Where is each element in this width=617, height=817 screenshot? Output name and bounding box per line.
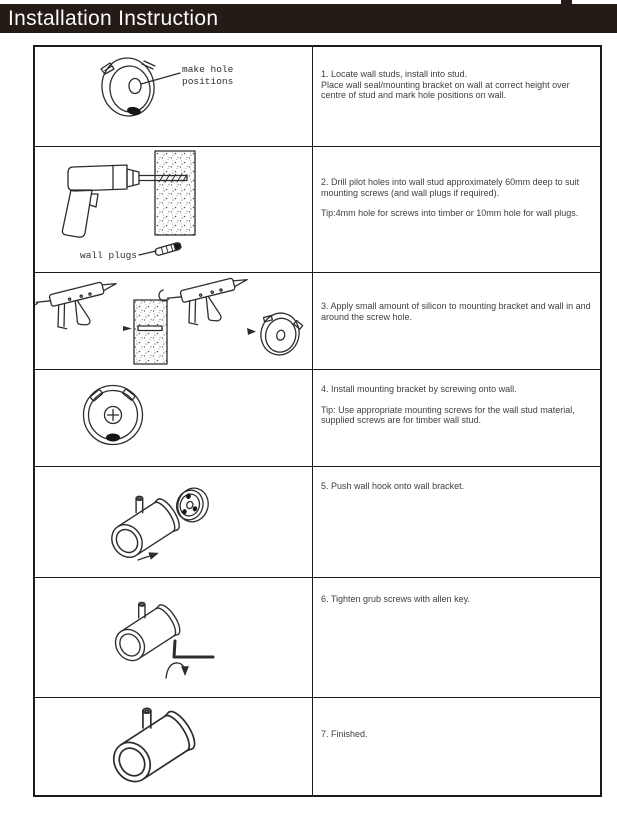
label-make-hole-positions-line1: make hole [182, 64, 234, 75]
step-7-illustration-cell [35, 698, 313, 795]
step-5-illustration-cell [35, 467, 313, 577]
step-row-4 [35, 369, 600, 466]
step-5-text: 5. Push wall hook onto wall bracket. [321, 481, 465, 491]
step-1-text-line2: Place wall seal/mounting bracket on wall at correct height over centre of stud and mark hole positions on wall. [321, 79, 570, 101]
step-1-text-line1: 1. Locate wall studs, install into stud. [321, 69, 468, 79]
step-row-7 [35, 697, 600, 795]
step-4-illustration-cell [35, 370, 313, 466]
silicon-caulking-guns-illustration [35, 273, 312, 369]
allen-key-icon [174, 641, 213, 657]
drill-into-wall-stud-illustration [35, 147, 312, 272]
step-4-instruction-cell [313, 370, 600, 466]
step-3-text: 3. Apply small amount of silicon to mounting bracket and wall in and around the screw hole. [321, 301, 591, 322]
step-row-5 [35, 466, 600, 577]
step-5-instruction-cell [313, 467, 600, 577]
header-bar [0, 4, 617, 33]
page-title: Installation Instruction [8, 7, 219, 30]
step-2-text: 2. Drill pilot holes into wall stud approximately 60mm deep to suit mounting screws (and wall plugs if required). [321, 177, 580, 198]
step-row-2 [35, 146, 600, 272]
step-1-illustration-cell [35, 47, 313, 146]
step-row-1 [35, 47, 600, 146]
step-6-instruction-cell [313, 578, 600, 697]
step-6-text: 6. Tighten grub screws with allen key. [321, 594, 470, 604]
push-hook-onto-bracket-illustration [35, 467, 312, 577]
step-4-text: 4. Install mounting bracket by screwing onto wall. [321, 384, 517, 394]
step-4-tip: Tip: Use appropriate mounting screws for the wall stud material, supplied screws are for timber wall stud. [321, 404, 575, 426]
step-row-6 [35, 577, 600, 697]
step-row-3 [35, 272, 600, 369]
step-1-instruction-cell [313, 47, 600, 146]
step-6-illustration-cell [35, 578, 313, 697]
step-3-instruction-cell [313, 273, 600, 369]
step-2-instruction-cell [313, 147, 600, 272]
screw-mounting-bracket-illustration [35, 370, 312, 466]
step-2-illustration-cell [35, 147, 313, 272]
tighten-grub-screws-illustration [35, 578, 312, 697]
step-2-tip: Tip:4mm hole for screws into timber or 10mm hole for wall plugs. [321, 208, 579, 219]
step-7-text: 7. Finished. [321, 729, 368, 739]
step-3-illustration-cell [35, 273, 313, 369]
finished-hook-illustration [35, 698, 312, 795]
label-make-hole-positions-line2: positions [182, 76, 234, 87]
wall-bracket-mark-holes-illustration [35, 47, 312, 146]
label-wall-plugs: wall plugs [80, 250, 138, 261]
instruction-table [33, 45, 602, 797]
step-7-instruction-cell [313, 698, 600, 795]
